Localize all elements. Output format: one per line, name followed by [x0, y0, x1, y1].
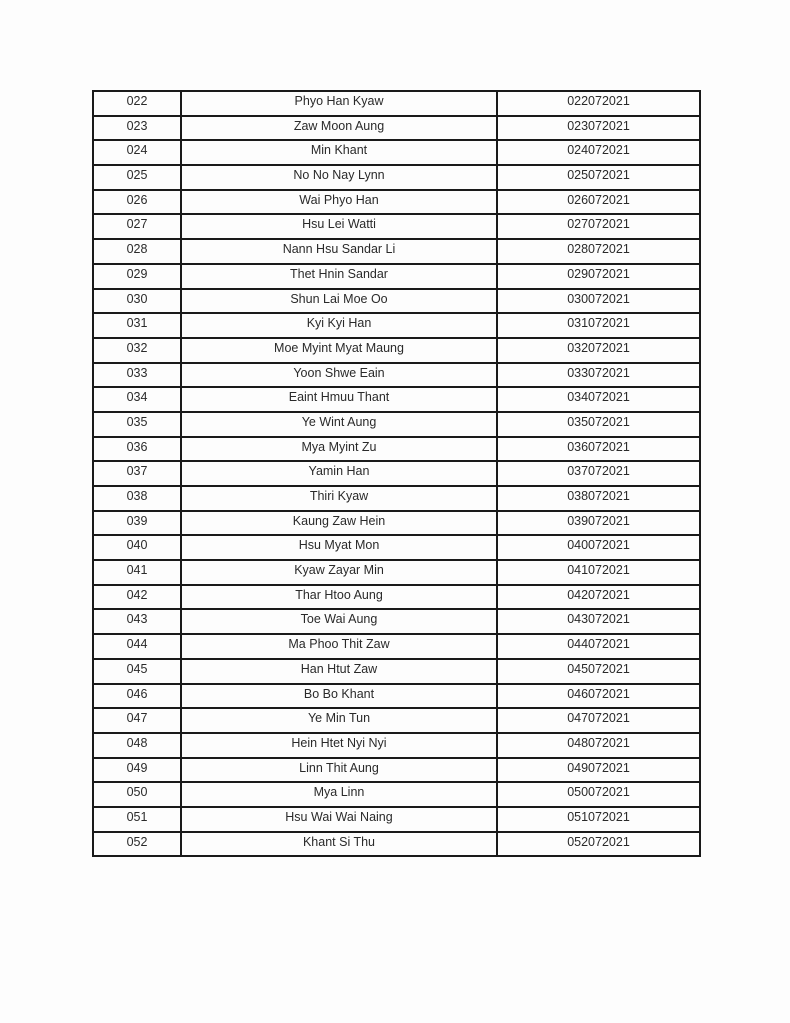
table-row [93, 535, 700, 560]
row-number-cell: 037 [93, 461, 181, 486]
table-row [93, 585, 700, 610]
row-number-cell: 027 [93, 214, 181, 239]
row-number-cell: 025 [93, 165, 181, 190]
row-number-cell: 041 [93, 560, 181, 585]
row-number-cell: 035 [93, 412, 181, 437]
row-number-cell: 032 [93, 338, 181, 363]
student-name-cell: Kaung Zaw Hein [181, 511, 497, 536]
row-number-cell: 031 [93, 313, 181, 338]
student-id-cell: 050072021 [497, 782, 700, 807]
student-name-cell: Thet Hnin Sandar [181, 264, 497, 289]
student-id-cell: 034072021 [497, 387, 700, 412]
table-row [93, 363, 700, 388]
student-name-cell: Wai Phyo Han [181, 190, 497, 215]
table-row [93, 338, 700, 363]
student-id-cell: 025072021 [497, 165, 700, 190]
student-id-cell: 029072021 [497, 264, 700, 289]
student-name-cell: Hsu Wai Wai Naing [181, 807, 497, 832]
student-name-cell: Nann Hsu Sandar Li [181, 239, 497, 264]
student-id-cell: 031072021 [497, 313, 700, 338]
student-id-cell: 042072021 [497, 585, 700, 610]
table-row [93, 461, 700, 486]
table-row [93, 387, 700, 412]
student-name-cell: Yoon Shwe Eain [181, 363, 497, 388]
table-row [93, 782, 700, 807]
row-number-cell: 026 [93, 190, 181, 215]
table-row [93, 659, 700, 684]
student-name-cell: Mya Linn [181, 782, 497, 807]
row-number-cell: 048 [93, 733, 181, 758]
row-number-cell: 033 [93, 363, 181, 388]
student-id-cell: 049072021 [497, 758, 700, 783]
row-number-cell: 045 [93, 659, 181, 684]
row-number-cell: 038 [93, 486, 181, 511]
student-id-cell: 039072021 [497, 511, 700, 536]
table-row [93, 313, 700, 338]
table-row [93, 609, 700, 634]
table-row [93, 214, 700, 239]
row-number-cell: 029 [93, 264, 181, 289]
row-number-cell: 052 [93, 832, 181, 857]
table-row [93, 511, 700, 536]
student-id-cell: 027072021 [497, 214, 700, 239]
table-row [93, 264, 700, 289]
student-id-cell: 041072021 [497, 560, 700, 585]
student-name-cell: Shun Lai Moe Oo [181, 289, 497, 314]
student-id-cell: 022072021 [497, 91, 700, 116]
row-number-cell: 046 [93, 684, 181, 709]
student-name-cell: Yamin Han [181, 461, 497, 486]
table-row [93, 733, 700, 758]
row-number-cell: 040 [93, 535, 181, 560]
table-row [93, 289, 700, 314]
student-name-cell: Eaint Hmuu Thant [181, 387, 497, 412]
student-id-cell: 044072021 [497, 634, 700, 659]
student-id-cell: 033072021 [497, 363, 700, 388]
row-number-cell: 039 [93, 511, 181, 536]
student-name-cell: Toe Wai Aung [181, 609, 497, 634]
student-id-cell: 038072021 [497, 486, 700, 511]
row-number-cell: 050 [93, 782, 181, 807]
student-name-cell: Ma Phoo Thit Zaw [181, 634, 497, 659]
table-row [93, 560, 700, 585]
student-id-cell: 047072021 [497, 708, 700, 733]
row-number-cell: 047 [93, 708, 181, 733]
student-name-cell: Phyo Han Kyaw [181, 91, 497, 116]
student-id-cell: 028072021 [497, 239, 700, 264]
row-number-cell: 028 [93, 239, 181, 264]
row-number-cell: 043 [93, 609, 181, 634]
table-row [93, 140, 700, 165]
student-name-cell: Min Khant [181, 140, 497, 165]
table-row [93, 684, 700, 709]
student-id-cell: 037072021 [497, 461, 700, 486]
student-id-cell: 032072021 [497, 338, 700, 363]
row-number-cell: 044 [93, 634, 181, 659]
row-number-cell: 049 [93, 758, 181, 783]
table-row [93, 165, 700, 190]
table-row [93, 486, 700, 511]
student-id-cell: 040072021 [497, 535, 700, 560]
student-id-cell: 023072021 [497, 116, 700, 141]
student-name-cell: Kyi Kyi Han [181, 313, 497, 338]
table-row [93, 807, 700, 832]
student-id-cell: 045072021 [497, 659, 700, 684]
row-number-cell: 036 [93, 437, 181, 462]
row-number-cell: 023 [93, 116, 181, 141]
table-row [93, 832, 700, 857]
table-row [93, 239, 700, 264]
student-name-cell: Hein Htet Nyi Nyi [181, 733, 497, 758]
table-row [93, 634, 700, 659]
student-name-cell: Thar Htoo Aung [181, 585, 497, 610]
table-row [93, 412, 700, 437]
student-id-cell: 035072021 [497, 412, 700, 437]
student-name-cell: Linn Thit Aung [181, 758, 497, 783]
row-number-cell: 022 [93, 91, 181, 116]
table-row [93, 437, 700, 462]
student-id-cell: 046072021 [497, 684, 700, 709]
student-id-cell: 030072021 [497, 289, 700, 314]
row-number-cell: 024 [93, 140, 181, 165]
roster-table-body [93, 91, 700, 856]
student-name-cell: Khant Si Thu [181, 832, 497, 857]
student-name-cell: Ye Wint Aung [181, 412, 497, 437]
student-name-cell: Kyaw Zayar Min [181, 560, 497, 585]
row-number-cell: 030 [93, 289, 181, 314]
table-row [93, 91, 700, 116]
student-name-cell: Moe Myint Myat Maung [181, 338, 497, 363]
student-name-cell: Hsu Myat Mon [181, 535, 497, 560]
table-row [93, 116, 700, 141]
student-name-cell: Zaw Moon Aung [181, 116, 497, 141]
student-id-cell: 043072021 [497, 609, 700, 634]
row-number-cell: 042 [93, 585, 181, 610]
student-name-cell: Hsu Lei Watti [181, 214, 497, 239]
student-name-cell: Thiri Kyaw [181, 486, 497, 511]
student-name-cell: Han Htut Zaw [181, 659, 497, 684]
student-id-cell: 024072021 [497, 140, 700, 165]
roster-table [92, 90, 701, 857]
table-row [93, 758, 700, 783]
row-number-cell: 034 [93, 387, 181, 412]
student-name-cell: Ye Min Tun [181, 708, 497, 733]
table-row [93, 190, 700, 215]
row-number-cell: 051 [93, 807, 181, 832]
student-name-cell: Bo Bo Khant [181, 684, 497, 709]
student-name-cell: Mya Myint Zu [181, 437, 497, 462]
student-id-cell: 026072021 [497, 190, 700, 215]
student-id-cell: 048072021 [497, 733, 700, 758]
table-row [93, 708, 700, 733]
student-id-cell: 052072021 [497, 832, 700, 857]
student-name-cell: No No Nay Lynn [181, 165, 497, 190]
student-id-cell: 036072021 [497, 437, 700, 462]
student-id-cell: 051072021 [497, 807, 700, 832]
